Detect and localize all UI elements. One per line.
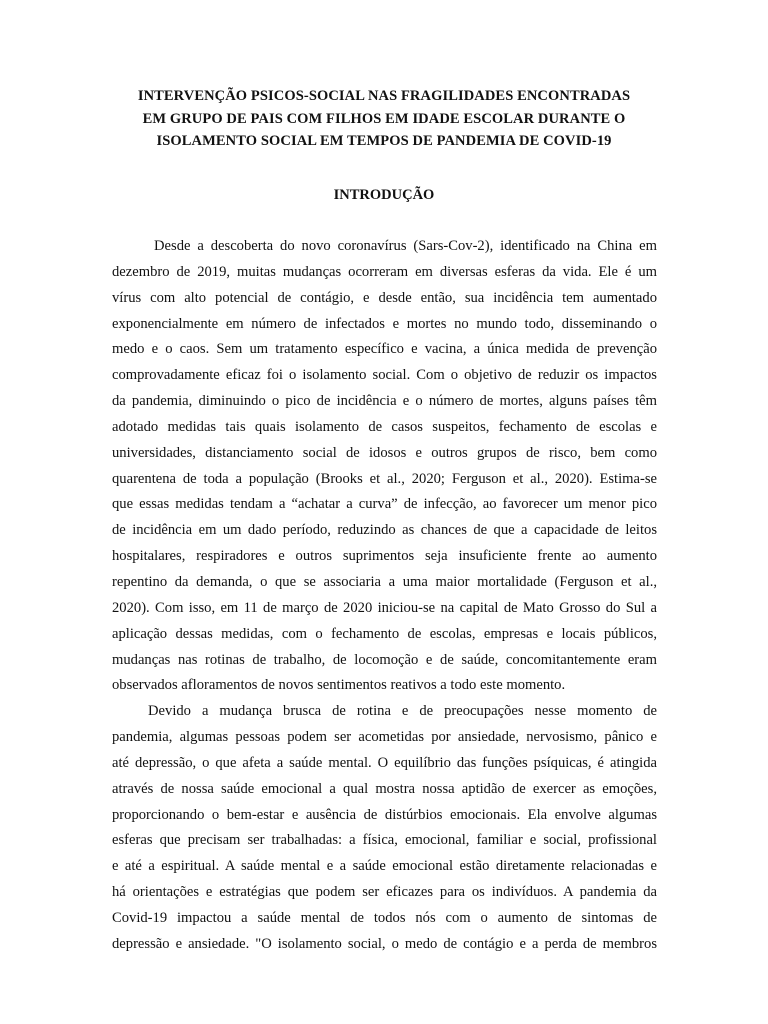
text-line: comprovadamente eficaz foi o isolamento social. Com o objetivo de reduzir os impactos (112, 367, 657, 384)
text-line: há orientações e estratégias que podem ser eficazes para os indivíduos. A pandemia da (112, 884, 657, 901)
text-line: vírus com alto potencial de contágio, e desde então, sua incidência tem aumentado (112, 289, 657, 306)
text-line: dezembro de 2019, muitas mudanças ocorreram em diversas esferas da vida. Ele é um (112, 263, 657, 280)
text-line: de incidência em um dado período, reduzindo as chances de que a capacidade de leitos (112, 522, 657, 539)
text-line: quarentena de toda a população (Brooks et al., 2020; Ferguson et al., 2020). Estima-se (112, 470, 657, 487)
title-line: ISOLAMENTO SOCIAL EM TEMPOS DE PANDEMIA DE COVID-19 (156, 133, 612, 149)
text-line: 2020). Com isso, em 11 de março de 2020 iniciou-se na capital de Mato Grosso do Sul a (112, 599, 657, 616)
text-line: e até a espiritual. A saúde mental e a saúde emocional estão diretamente relacionadas e (112, 858, 657, 875)
text-line: Desde a descoberta do novo coronavírus (Sars-Cov-2), identificado na China em (154, 238, 657, 254)
text-line: repentino da demanda, o que se associaria a uma maior mortalidade (Ferguson et al., (112, 573, 657, 590)
title-line: EM GRUPO DE PAIS COM FILHOS EM IDADE ESCOLAR DURANTE O (142, 110, 626, 127)
text-line: aplicação dessas medidas, com o fechamento de escolas, empresas e locais públicos, (112, 625, 657, 642)
title-line: INTERVENÇÃO PSICOS-SOCIAL NAS FRAGILIDADES ENCONTRADAS (137, 88, 631, 104)
paragraph-2 (112, 699, 657, 957)
document-title (100, 85, 668, 153)
section-heading: INTRODUÇÃO (333, 187, 435, 203)
text-line: através de nossa saúde emocional a qual mostra nossa aptidão de exercer as emoções, (112, 780, 657, 797)
text-line: exponencialmente em número de infectados e mortes no mundo todo, disseminando o (112, 315, 657, 332)
text-line: universidades, distanciamento social de idosos e outros grupos de risco, bem como (112, 444, 657, 461)
text-line: Covid-19 impactou a saúde mental de todos nós com o aumento de sintomas de (112, 909, 657, 926)
text-line: hospitalares, respiradores e outros suprimentos seja insuficiente frente ao aumento (112, 548, 657, 565)
text-line: pandemia, algumas pessoas podem ser acometidas por ansiedade, nervosismo, pânico e (112, 729, 657, 746)
text-line: que essas medidas tendam a “achatar a curva” de infecção, ao favorecer um menor pico (112, 496, 657, 513)
text-line: depressão e ansiedade. "O isolamento social, o medo de contágio e a perda de membros (112, 935, 657, 952)
text-line: adotado medidas tais quais isolamento de casos suspeitos, fechamento de escolas e (112, 418, 657, 435)
text-line: observados afloramentos de novos sentimentos reativos a todo este momento. (112, 677, 566, 694)
text-line: esferas que precisam ser trabalhadas: a física, emocional, familiar e social, profissional (112, 832, 657, 849)
body-text (112, 234, 657, 958)
text-line: Devido a mudança brusca de rotina e de preocupações nesse momento de (148, 703, 657, 720)
text-line: medo e o caos. Sem um tratamento específico e vacina, a única medida de prevenção (112, 341, 657, 358)
text-line: mudanças nas rotinas de trabalho, de locomoção e de saúde, concomitantemente eram (112, 651, 657, 668)
text-line: até depressão, o que afeta a saúde mental. O equilíbrio das funções psíquicas, é atingida (112, 754, 657, 771)
paragraph-1 (112, 234, 657, 699)
text-line: proporcionando o bem-estar e ausência de distúrbios emocionais. Ela envolve algumas (112, 806, 657, 823)
text-line: da pandemia, diminuindo o pico de incidência e o número de mortes, alguns países têm (112, 393, 657, 410)
